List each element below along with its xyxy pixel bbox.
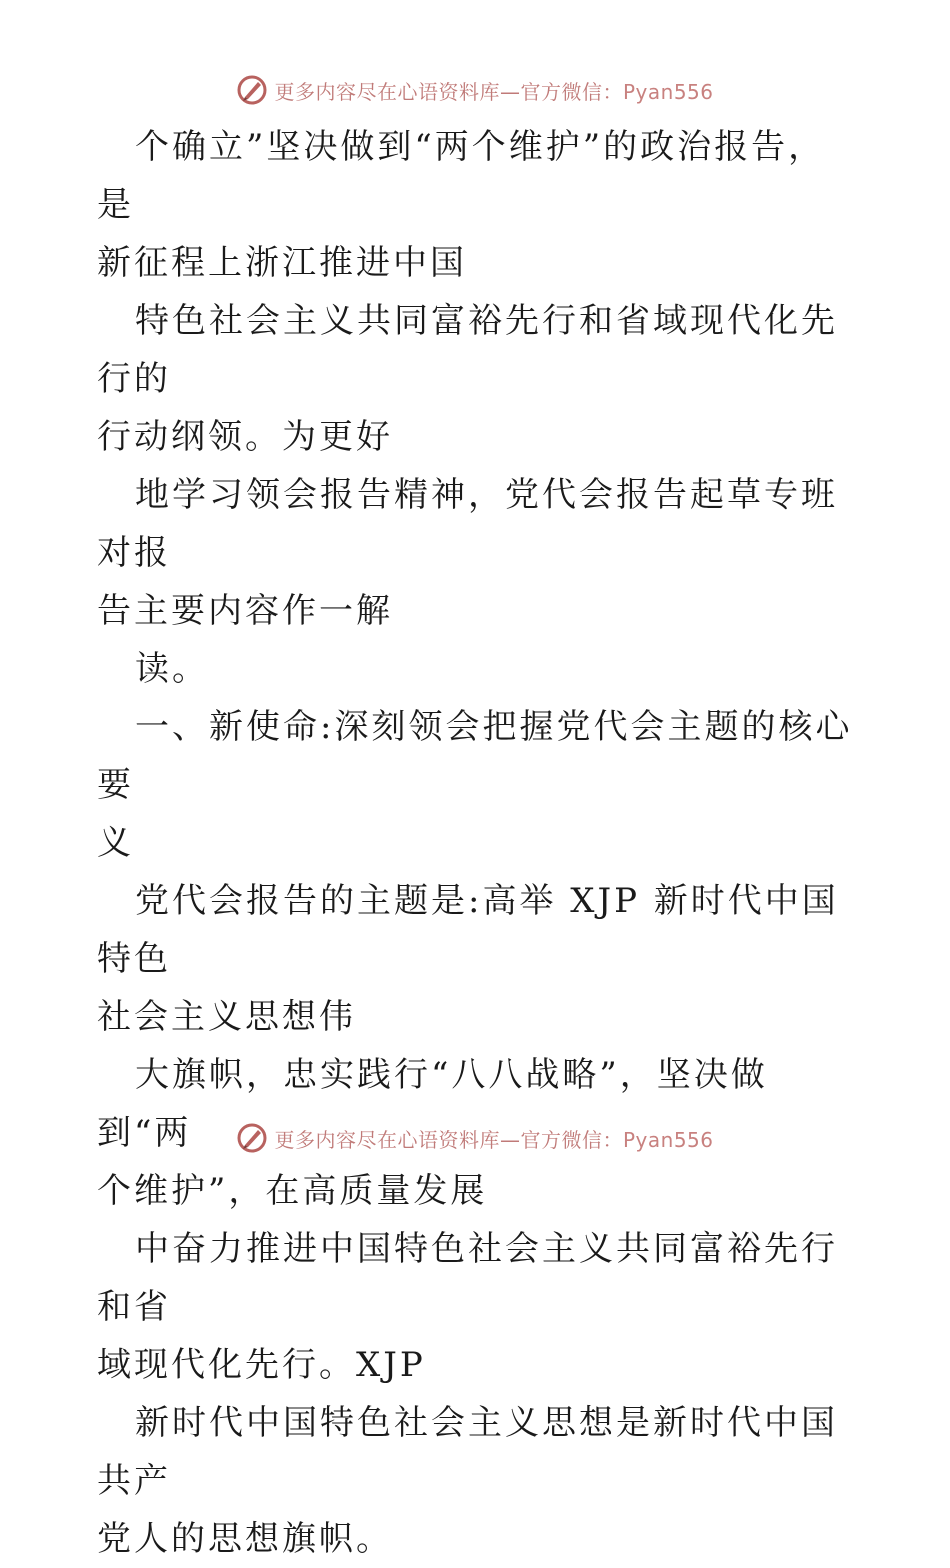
paragraph-5-line-1: 党代会报告的主题是:高举 XJP 新时代中国特色	[97, 881, 839, 979]
paragraph-7-line-2: 域现代化先行。XJP	[97, 1345, 426, 1385]
paragraph-7-line-1: 中奋力推进中国特色社会主义共同富裕先行和省	[97, 1229, 838, 1327]
paragraph-5-line-2: 社会主义思想伟	[97, 997, 356, 1037]
paragraph-2-line-2: 行动纲领。为更好	[97, 417, 393, 457]
header-watermark-handle: Pyan556	[622, 79, 714, 104]
section-heading-1-line-1: 一、新使命:深刻领会把握党代会主题的核心要	[97, 707, 853, 805]
paragraph-6-line-1: 大旗帜，忠实践行“八八战略”，坚决做到“两	[97, 1055, 768, 1153]
footer-watermark-handle: Pyan556	[622, 1127, 714, 1152]
header-watermark-text: 更多内容尽在心语资料库—官方微信：Pyan556	[274, 79, 714, 104]
paragraph-2	[97, 292, 857, 466]
section-heading-1-line-2: 义	[97, 823, 134, 863]
paragraph-3-line-1: 地学习领会报告精神，党代会报告起草专班对报	[97, 475, 838, 573]
paragraph-2-line-1: 特色社会主义共同富裕先行和省域现代化先行的	[97, 301, 838, 399]
paragraph-1-line-1: 个确立”坚决做到“两个维护”的政治报告，是	[97, 127, 826, 225]
paragraph-8-line-2: 党人的思想旗帜。	[97, 1519, 393, 1559]
paragraph-1-line-2: 新征程上浙江推进中国	[97, 243, 467, 283]
paragraph-7	[97, 1220, 857, 1394]
footer-watermark-banner	[0, 1118, 950, 1158]
section-heading-1	[97, 698, 857, 872]
paragraph-6-line-2: 个维护”，在高质量发展	[97, 1171, 488, 1211]
paragraph-3-line-2: 告主要内容作一解	[97, 591, 393, 631]
paragraph-1	[97, 118, 857, 292]
paragraph-3	[97, 466, 857, 640]
paragraph-4-line-1: 读。	[135, 649, 209, 689]
header-watermark-banner	[0, 70, 950, 110]
paragraph-4	[97, 640, 857, 698]
pen-logo-icon	[236, 1122, 268, 1154]
pen-logo-icon	[236, 74, 268, 106]
paragraph-8	[97, 1394, 857, 1568]
footer-watermark-text: 更多内容尽在心语资料库—官方微信：Pyan556	[274, 1127, 714, 1152]
paragraph-8-line-1: 新时代中国特色社会主义思想是新时代中国共产	[97, 1403, 838, 1501]
paragraph-5	[97, 872, 857, 1046]
document-body	[97, 118, 857, 1568]
